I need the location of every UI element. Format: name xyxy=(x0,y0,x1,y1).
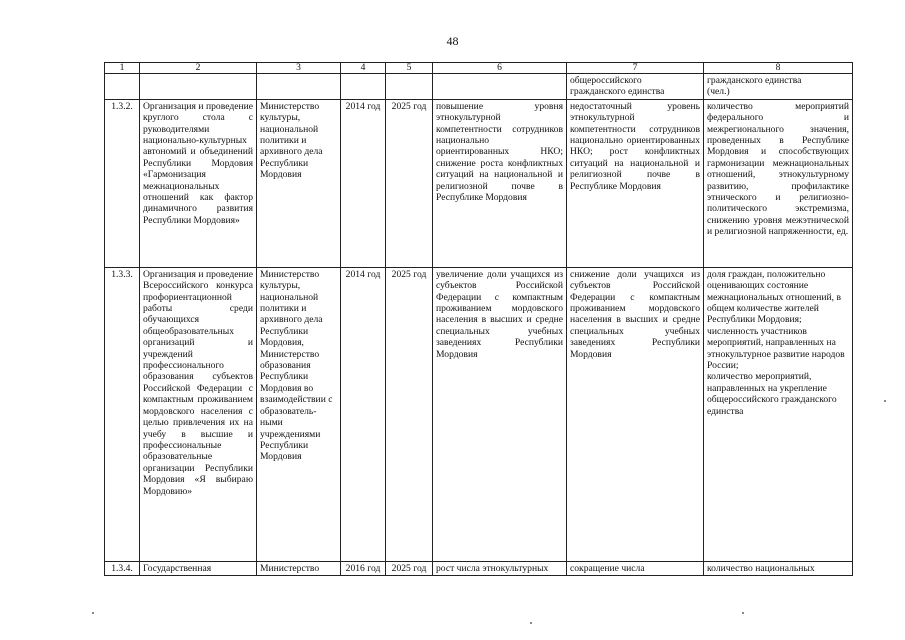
continuation-row xyxy=(105,74,853,100)
column-number: 5 xyxy=(386,63,433,74)
row-number: 1.3.3. xyxy=(105,267,140,561)
event-cell: Организация и проведение круглого стола с руководителями национально-культурных автономий и объединений Республики Мордовия «Гармонизация межнациональных отношений как фактор динамичного развития Республики Мордовия» xyxy=(140,99,257,267)
executor-cell: Министерство xyxy=(257,561,341,575)
start-year-cell: 2014 год xyxy=(341,267,386,561)
end-year-cell: 2025 год xyxy=(386,99,433,267)
expected-result-cell: рост числа этнокультурных xyxy=(433,561,567,575)
indicator-cell: количество мероприятий федерального и межрегионального значения, проведенных в Республике Мордовия и способствующих гармонизации межнациональных отношений, этнокультурному развитию, профилактике этнического и религиозно-политического экстремизма, снижению уровня межэтнической и религиозной напряженности, ед. xyxy=(704,99,853,267)
column-number: 3 xyxy=(257,63,341,74)
expected-result-cell: увеличение доли учащихся из субъектов Российской Федерации с компактным проживанием мордовского населения в высших и средне специальных учебных заведениях Республики Мордовия xyxy=(433,267,567,561)
table-cell xyxy=(386,74,433,100)
table-cell xyxy=(433,74,567,100)
table-row xyxy=(105,99,853,267)
column-number: 7 xyxy=(567,63,704,74)
event-cell: Организация и проведение Всероссийского конкурса профориентационной работы среди обучающихся общеобразовательных организаций и учреждений профессионального образования субъектов Российской Федерации с компактным проживанием мордовского населения с целью привлечения их на учебу в высшие и профессиональные образовательные организации Республики Мордовия «Я выбираю Мордовию» xyxy=(140,267,257,561)
event-cell: Государственная xyxy=(140,561,257,575)
executor-cell: Министерство культуры, национальной политики и архивного дела Республики Мордовия, Министерство образования Республики Мордовия во взаимодействии с образователь-ными учреждениями Республики Мордовия xyxy=(257,267,341,561)
indicator-cell: доля граждан, положительно оценивающих состояние межнациональных отношений, в общем количестве жителей Республики Мордовия; численность участников мероприятий, направленных на этнокультурное развитие народов России; количество мероприятий, направленных на укрепление общероссийского гражданского единства xyxy=(704,267,853,561)
column-number-row xyxy=(105,63,853,74)
row-number: 1.3.2. xyxy=(105,99,140,267)
column-number: 1 xyxy=(105,63,140,74)
risk-cell: снижение доли учащихся из субъектов Российской Федерации с компактным проживанием мордовского населения в высших и средне специальных учебных заведениях Республики Мордовия xyxy=(567,267,704,561)
column-number: 4 xyxy=(341,63,386,74)
risk-cell: сокращение числа xyxy=(567,561,704,575)
end-year-cell: 2025 год xyxy=(386,561,433,575)
start-year-cell: 2014 год xyxy=(341,99,386,267)
start-year-cell: 2016 год xyxy=(341,561,386,575)
table-cell xyxy=(105,74,140,100)
column-number: 2 xyxy=(140,63,257,74)
continuation-indicator-cell: гражданского единства (чел.) xyxy=(704,74,853,100)
table-cell xyxy=(140,74,257,100)
risk-cell: недостаточный уровень этнокультурной компетентности сотрудников национально ориентированных НКО; рост конфликтных ситуаций на национальной и религиозной почве в Республике Мордовия xyxy=(567,99,704,267)
continuation-risk-cell: общероссийского гражданского единства xyxy=(567,74,704,100)
scan-speck xyxy=(530,622,532,624)
table-cell xyxy=(341,74,386,100)
end-year-cell: 2025 год xyxy=(386,267,433,561)
column-number: 8 xyxy=(704,63,853,74)
table-cell xyxy=(257,74,341,100)
row-number: 1.3.4. xyxy=(105,561,140,575)
scan-speck xyxy=(742,612,744,614)
indicator-cell: количество национальных xyxy=(704,561,853,575)
scan-speck xyxy=(92,612,94,614)
column-number: 6 xyxy=(433,63,567,74)
scan-speck xyxy=(884,400,886,402)
page-number: 48 xyxy=(446,34,459,48)
program-activities-table xyxy=(104,62,853,576)
expected-result-cell: повышение уровня этнокультурной компетентности сотрудников национально ориентированных НКО; снижение роста конфликтных ситуаций на национальной и религиозной почве в Республике Мордовия xyxy=(433,99,567,267)
table-row xyxy=(105,561,853,575)
table-row xyxy=(105,267,853,561)
executor-cell: Министерство культуры, национальной политики и архивного дела Республики Мордовия xyxy=(257,99,341,267)
